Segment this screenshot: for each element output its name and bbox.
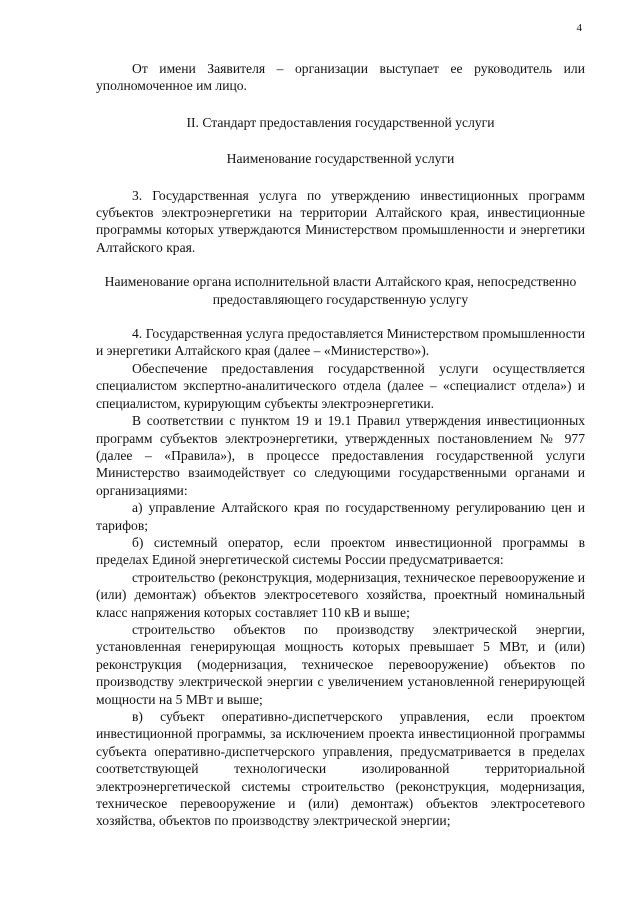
section-heading: II. Стандарт предоставления государственной услуги <box>186 114 495 130</box>
subsection-heading: Наименование органа исполнительной власти Алтайского края, непосредственно предоставляющего государственную услугу <box>104 274 577 307</box>
body-paragraph: Обеспечение предоставления государственной услуги осуществляется специалистом экспертно-аналитического отдела (далее – «специалист отдела») и специалистом, курирующим субъекты электроэнергетики. <box>96 360 585 411</box>
list-item-v: в) субъект оперативно-диспетчерского управления, если проектом инвестиционной программы, за исключением проекта инвестиционной программы субъекта оперативно-диспетчерского управления, предусматривается в пределах соответствующей технологически изолированной территориальной электроэнергетической системы строительство (реконструкция, модернизация, техническое перевооружение и (или) демонтаж) объектов электросетевого хозяйства, объектов по производству электрической энергии; <box>96 709 585 829</box>
page-number: 4 <box>576 22 582 34</box>
paragraph-4: 4. Государственная услуга предоставляется Министерством промышленности и энергетики Алтайского края (далее – «Министерство»). <box>96 326 585 359</box>
sub-list-item: строительство объектов по производству электрической энергии, установленная генерирующая мощность которых превышает 5 МВт, и (или) реконструкция (модернизация, техническое перевооружение) объектов по производству электрической энергии с увеличением установленной генерирующей мощности на 5 МВт и выше; <box>96 621 585 707</box>
list-item-b: б) системный оператор, если проектом инвестиционной программы в пределах Единой энергетической системы России предусматривается: <box>96 534 585 568</box>
body-paragraph: В соответствии с пунктом 19 и 19.1 Правил утверждения инвестиционных программ субъектов электроэнергетики, утвержденных постановлением № 977 (далее – «Правила»), в процессе предоставления государственной услуги Министерство взаимодействует со следующими государственными органами и организациями: <box>96 413 585 498</box>
document-body <box>96 60 585 830</box>
list-item-a: а) управление Алтайского края по государственному регулированию цен и тарифов; <box>96 500 585 533</box>
sub-list-item: строительство (реконструкция, модернизация, техническое перевооружение и (или) демонтаж) объектов электросетевого хозяйства, проектный номинальный класс напряжения которых составляет 110 кВ и выше; <box>96 569 585 620</box>
intro-paragraph: От имени Заявителя – организации выступает ее руководитель или уполномоченное им лицо. <box>96 61 585 94</box>
paragraph-3: 3. Государственная услуга по утверждению инвестиционных программ субъектов электроэнергетики на территории Алтайского края, инвестиционные программы которых утверждаются Министерством промышленности и энергетики Алтайского края. <box>96 187 585 255</box>
subsection-heading: Наименование государственной услуги <box>226 151 455 167</box>
